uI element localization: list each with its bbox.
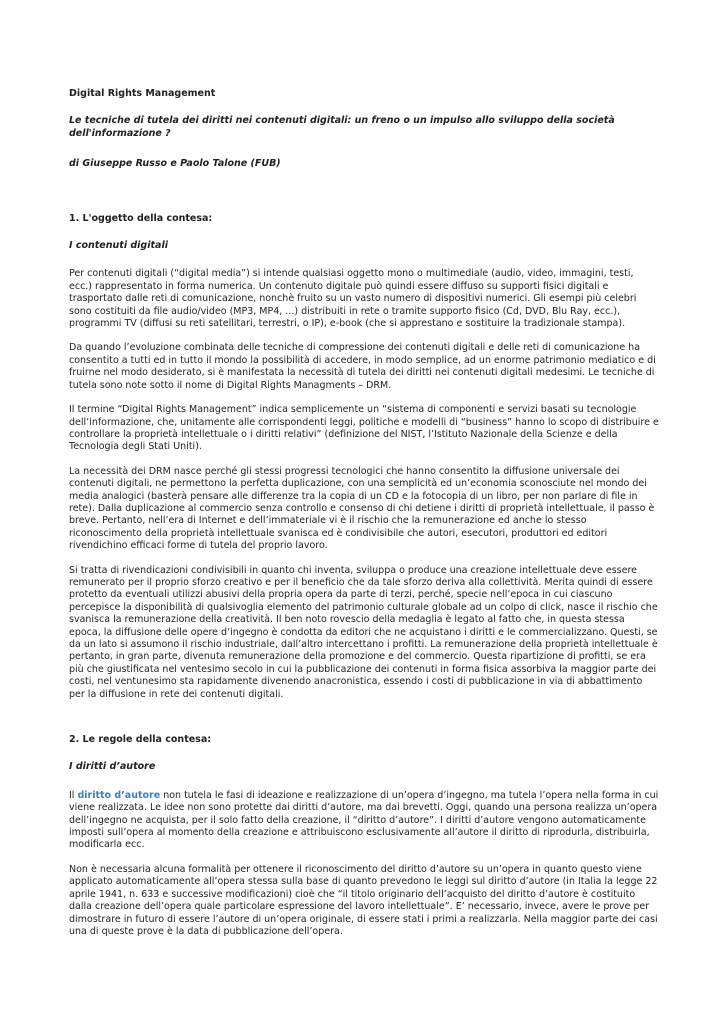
diritto-autore-link[interactable]: diritto d’autore	[77, 789, 161, 801]
document-title: Digital Rights Management	[69, 88, 216, 99]
section-1-paragraph: Per contenuti digitali (“digital media”) si intende qualsiasi oggetto mono o multimediale (audio, video, immagini, testi, ecc.) rappresentato in forma numerica. Un contenuto digitale può quindi essere diffuso su supporti fisici digitali e trasportato dalle reti di comunicazione, nonchè fruito su un vasto numero di dispositivi numerici. Gli esempi più celebri sono costituiti da file audio/video (MP3, MP4, ...) distribuiti in rete o tramite supporto fisico (Cd, DVD, Blu Ray, ecc.), programmi TV (diffusi su reti satellitari, terrestri, o IP), e-book (che si apprestano e sostituire la tradizionale stampa).	[69, 268, 637, 330]
section-1-paragraph: Il termine “Digital Rights Management” indica semplicemente un “sistema di componenti e servizi basati su tecnologie dell’informazione, che, unitamente alle corrispondenti leggi, politiche e modelli di “business” hanno lo scopo di distribuire e controllare la proprietà intellettuale o i diritti relativi” (definizione del NIST, l’Istituto Nazionale della Scienze e della Tecnologia degli Stati Uniti).	[69, 404, 659, 453]
section-1-paragraph: Da quando l’evoluzione combinata delle tecniche di compressione dei contenuti digitali e delle reti di comunicazione ha consentito a tutti ed in tutto il mondo la possibilità di accedere, in modo semplice, ad un enorme patrimonio mediatico e di fruirne nel modo desiderato, si è manifestata la necessità di tutela dei diritti nei contenuti digitali medesimi. Le tecniche di tutela sono note sotto il nome di Digital Rights Managments – DRM.	[69, 342, 656, 391]
paragraph-prefix: Il	[69, 789, 78, 801]
section-2-subheading: I diritti d’autore	[69, 761, 156, 773]
section-2-paragraph: Non è necessaria alcuna formalità per ottenere il riconoscimento del diritto d’autore su un’opera in quanto questo viene applicato automaticamente all’opera stessa sulla base di quanto prevedono le leggi sul diritto d’autore (in Italia la legge 22 aprile 1941, n. 633 e successive modificazioni) cioè che “il titolo originario dell’acquisto del diritto d’autore è costituito dalla creazione dell’opera quale particolare espressione del lavoro intellettuale”. E’ necessario, invece, avere le prove per dimostrare in futuro di essere l’autore di un’opera originale, di essere stati i primi a realizzarla. Nella maggior parte dei casi una di queste prove è la data di pubblicazione dell’opera.	[69, 863, 658, 937]
section-1-heading: 1. L'oggetto della contesa:	[69, 212, 213, 224]
section-1-paragraph: Si tratta di rivendicazioni condivisibili in quanto chi inventa, sviluppa o produce una creazione intellettuale deve essere remunerato per il proprio sforzo creativo e per il beneficio che da tale sforzo deriva alla collettività. Merita quindi di essere protetto da eventuali utilizzi abusivi della propria opera da parte di terzi, perché, specie nell’epoca in cui ciascuno percepisce la disponibilità di qualsivoglia elemento del patrimonio culturale globale ad un colpo di click, nasce il rischio che svanisca la remunerazione della creatività. Il ben noto rovescio della medaglia è legato al fatto che, in questa stessa epoca, la diffusione delle opere d’ingegno è condotta da editori che ne acquistano i diritti e le commercializzano. Questi, se da un lato si assumono il rischio industriale, dall’altro intercettano i profitti. La remunerazione della proprietà intellettuale è pertanto, in gran parte, divenuta remunerazione della promozione e del commercio. Questa ripartizione di profitti, se era più che giustificata nel ventesimo secolo in cui la pubblicazione dei contenuti in forma fisica assorbiva la maggior parte dei costi, nel ventunesimo sta rapidamente divenendo anacronistica, essendo i costi di pubblicazione in via di abbattimento per la diffusione in rete dei contenuti digitali.	[69, 564, 658, 700]
section-1-subheading: I contenuti digitali	[69, 240, 168, 252]
document-authors: di Giuseppe Russo e Paolo Talone (FUB)	[69, 158, 281, 170]
document-subtitle: Le tecniche di tutela dei diritti nei contenuti digitali: un freno o un impulso allo sviluppo della società dell'informazione ?	[69, 115, 615, 139]
document-page	[69, 80, 659, 938]
paragraph-text: non tutela le fasi di ideazione e realizzazione di un’opera d’ingegno, ma tutela l’opera nella forma in cui viene realizzata. Le idee non sono protette dai diritti d’autore, ma dai brevetti. Oggi, quando una persona realizza un’opera dell’ingegno ne acquista, per il solo fatto della creazione, il “diritto d’autore”. I diritti d’autore vengono automaticamente imposti sull’opera al momento della creazione e attribuiscono esclusivamente all’autore il diritto di riprodurla, distribuirla, modificarla ecc.	[69, 789, 659, 851]
section-1-paragraph: La necessità dei DRM nasce perché gli stessi progressi tecnologici che hanno consentito la diffusione universale dei contenuti digitali, ne permettono la perfetta duplicazione, con una semplicità ed un’economia sconosciute nel mondo dei media analogici (basterà pensare alle differenze tra la copia di un CD e la fotocopia di un libro, per non parlare di file in rete). Dalla duplicazione al commercio senza controllo e consenso di chi detiene i diritti di proprietà intellettuale, il passo è breve. Pertanto, nell’era di Internet e dell’immateriale vi è il rischio che la remunerazione ed anche lo stesso riconoscimento della proprietà intellettuale svanisca ed è condivisibile che autori, esecutori, produttori ed editori rivendichino efficaci forme di tutela del proprio lavoro.	[69, 465, 655, 552]
section-2-paragraph	[69, 790, 659, 852]
section-2-heading: 2. Le regole della contesa:	[69, 734, 212, 746]
